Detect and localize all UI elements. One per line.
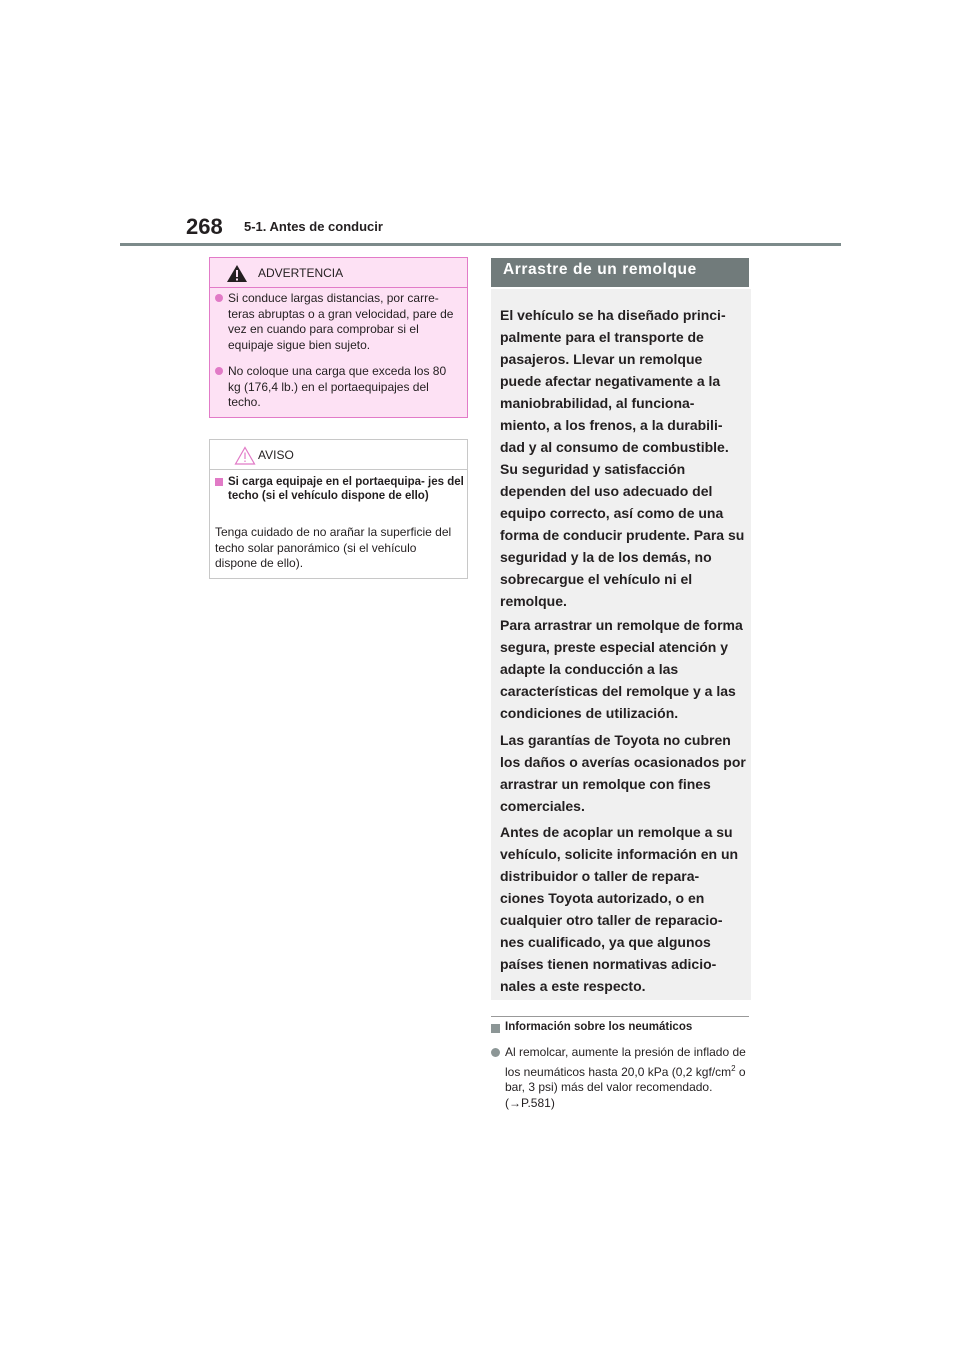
superscript: 2: [731, 1063, 736, 1073]
warning-title: ADVERTENCIA: [258, 266, 344, 280]
notice-header: [210, 440, 467, 470]
info-item-text: [505, 1045, 749, 1111]
section-heading: Arrastre de un remolque: [503, 261, 697, 278]
info-text-part2: o bar, 3 psi) más del valor recomendado. (: [505, 1064, 746, 1110]
towing-paragraph: Para arrastrar un remolque de forma segura, preste especial atención y adapte la conducción a las características del remolque y a las condiciones de utilización.: [500, 617, 743, 721]
bullet-icon: [491, 1048, 500, 1057]
warning-item-text: Si conduce largas distancias, por carre- teras abruptas o a gran velocidad, pare de vez en cuando para comprobar si el equipaje sigue bien sujeto.: [228, 291, 454, 352]
section-title: 5-1. Antes de conducir: [244, 219, 383, 234]
notice-box: [209, 439, 468, 579]
warning-item-text: No coloque una carga que exceda los 80 kg (176,4 lb.) en el portaequipajes del techo.: [228, 364, 447, 409]
towing-paragraph: Antes de acoplar un remolque a su vehículo, solicite información en un distribuidor o taller de repara- ciones Toyota autorizado, o en cualquier otro taller de reparacio- nes cualificado, ya que algunos países tienen normativas adicio- nales a este respecto.: [500, 824, 739, 994]
header-rule: [120, 243, 841, 246]
page-reference-link[interactable]: P.581): [521, 1095, 555, 1110]
towing-paragraph: El vehículo se ha diseñado princi- palmente para el transporte de pasajeros. Llevar un remolque puede afectar negativamente a la maniobrabilidad, al funciona- miento, a los frenos, a la durabili- dad y al consumo de combustible. Su seguridad y satisfacción dependen del uso adecuado del equipo correcto, así como de una forma de conducir prudente. Para su seguridad y la de los demás, no sobrecargue el vehículo ni el remolque.: [500, 307, 745, 609]
warning-triangle-icon: [226, 264, 248, 283]
bullet-icon: [215, 294, 223, 302]
towing-paragraph: Las garantías de Toyota no cubren los daños o averías ocasionados por arrastrar un remolque con fines comerciales.: [500, 732, 746, 814]
divider: [491, 1016, 749, 1017]
caution-triangle-icon: [234, 446, 256, 465]
bullet-icon: [215, 367, 223, 375]
arrow-icon: →: [509, 1095, 521, 1110]
warning-box: [209, 257, 468, 418]
square-bullet-icon: [215, 478, 223, 486]
warning-header: [210, 258, 467, 288]
info-heading-text: Información sobre los neumáticos: [505, 1021, 693, 1033]
section-header-towing: [491, 258, 749, 287]
towing-box: [491, 289, 751, 1000]
notice-title: AVISO: [258, 448, 294, 462]
square-bullet-icon: [491, 1024, 500, 1033]
info-text-part1: Al remolcar, aumente la presión de inflado de los neumáticos hasta 20,0 kPa (0,2 kgf/cm: [505, 1045, 746, 1079]
notice-body: Tenga cuidado de no arañar la superficie del techo solar panorámico (si el vehículo dispone de ello).: [215, 525, 452, 570]
page-number: 268: [186, 214, 223, 239]
notice-heading-text: Si carga equipaje en el portaequipa- jes del techo (si el vehículo dispone de ello): [228, 476, 464, 502]
